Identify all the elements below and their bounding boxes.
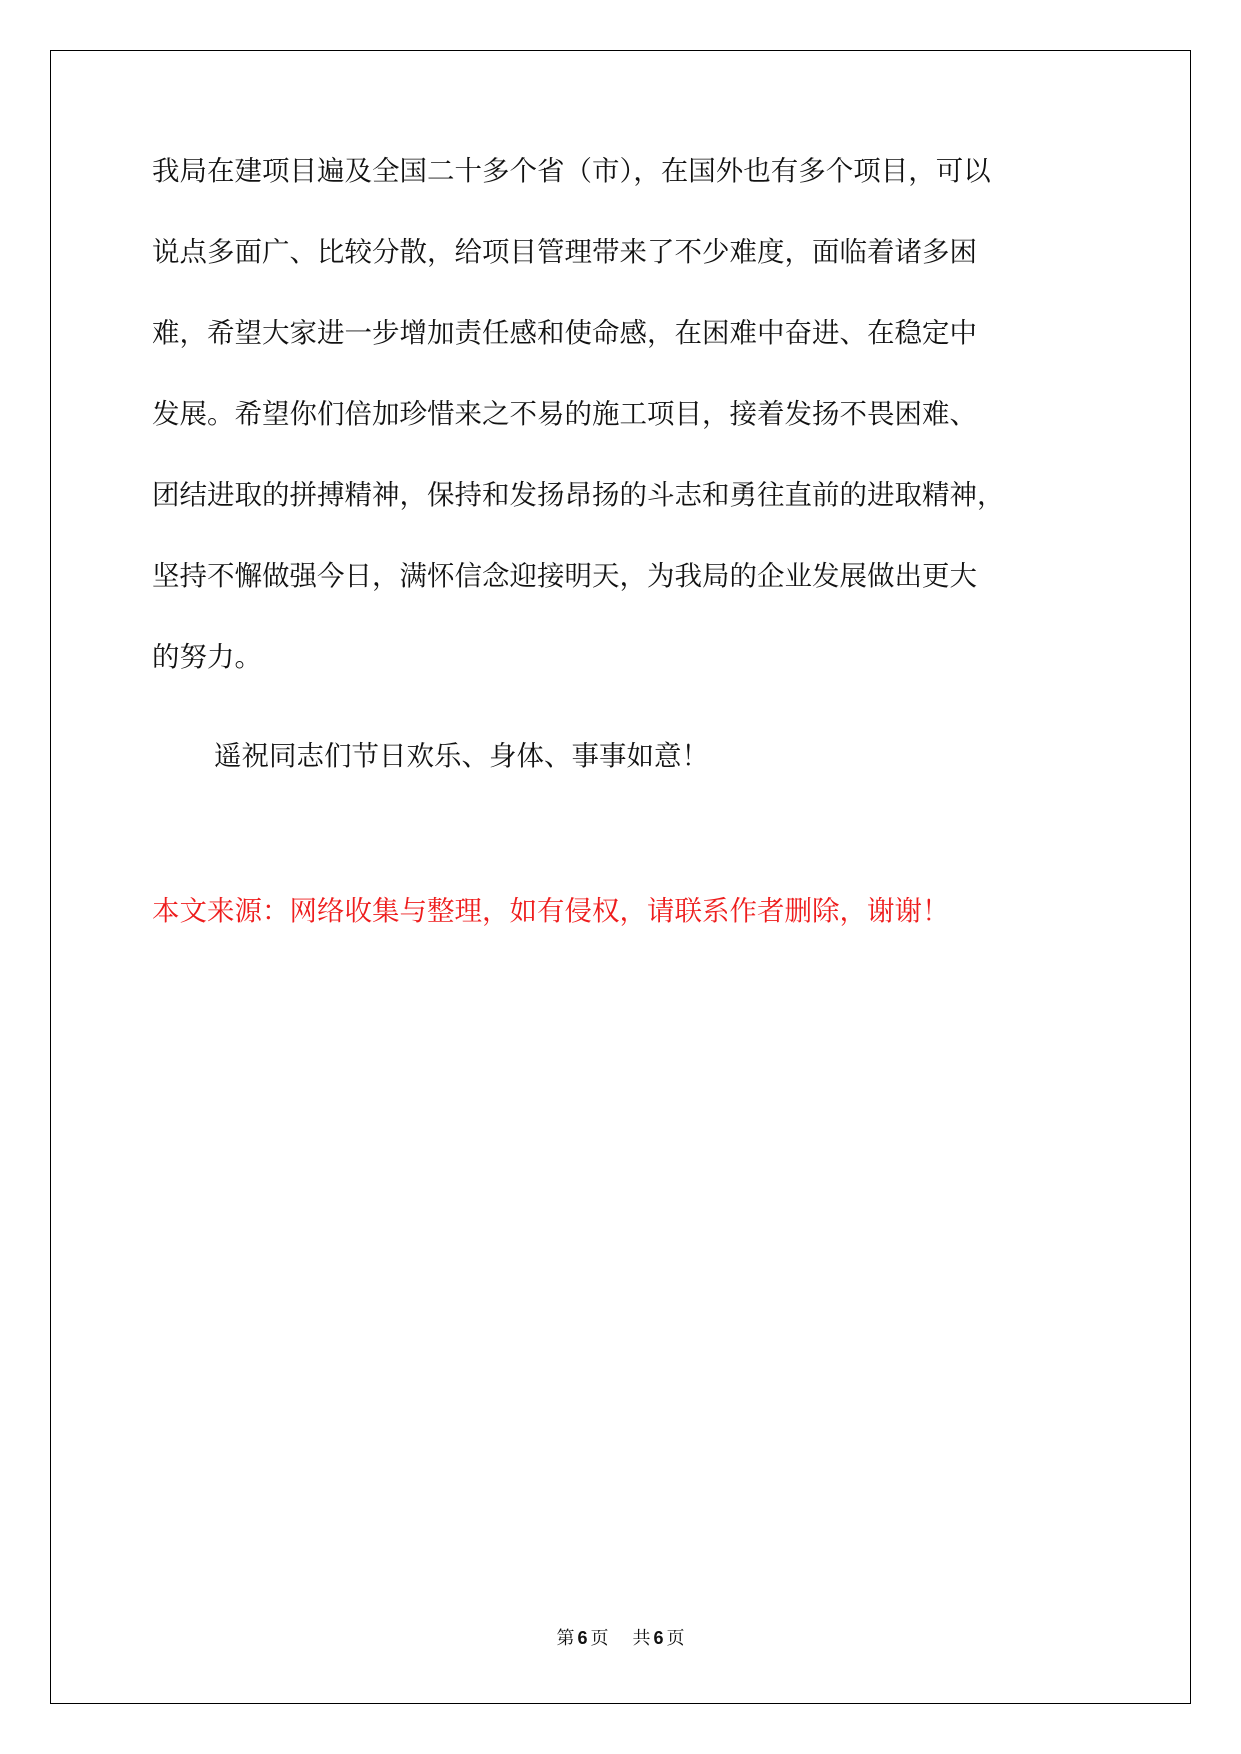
paragraph-line: 说点多面广、比较分散，给项目管理带来了不少难度，面临着诸多困 <box>152 236 977 268</box>
footer-total-prefix: 共 <box>632 1628 651 1649</box>
page-frame <box>50 50 1191 1704</box>
paragraph-line: 发展。希望你们倍加珍惜来之不易的施工项目，接着发扬不畏困难、 <box>152 398 977 430</box>
page-footer <box>0 1624 1241 1650</box>
paragraph-line: 团结进取的拼搏精神，保持和发扬昂扬的斗志和勇往直前的进取精神， <box>152 479 1005 511</box>
footer-total-number: 6 <box>653 1628 664 1648</box>
footer-page-number: 6 <box>577 1628 588 1648</box>
footer-page-prefix: 第 <box>556 1628 575 1649</box>
footer-page-suffix: 页 <box>590 1628 609 1649</box>
paragraph-line: 坚持不懈做强今日，满怀信念迎接明天，为我局的企业发展做出更大 <box>152 560 977 592</box>
paragraph-line: 的努力。 <box>152 641 262 673</box>
closing-line: 遥祝同志们节日欢乐、身体、事事如意！ <box>214 740 709 772</box>
source-note: 本文来源：网络收集与整理，如有侵权，请联系作者删除，谢谢！ <box>152 895 950 927</box>
paragraph-line: 我局在建项目遍及全国二十多个省（市），在国外也有多个项目，可以 <box>152 155 991 187</box>
footer-total-suffix: 页 <box>666 1628 685 1649</box>
paragraph-line: 难，希望大家进一步增加责任感和使命感，在困难中奋进、在稳定中 <box>152 317 977 349</box>
